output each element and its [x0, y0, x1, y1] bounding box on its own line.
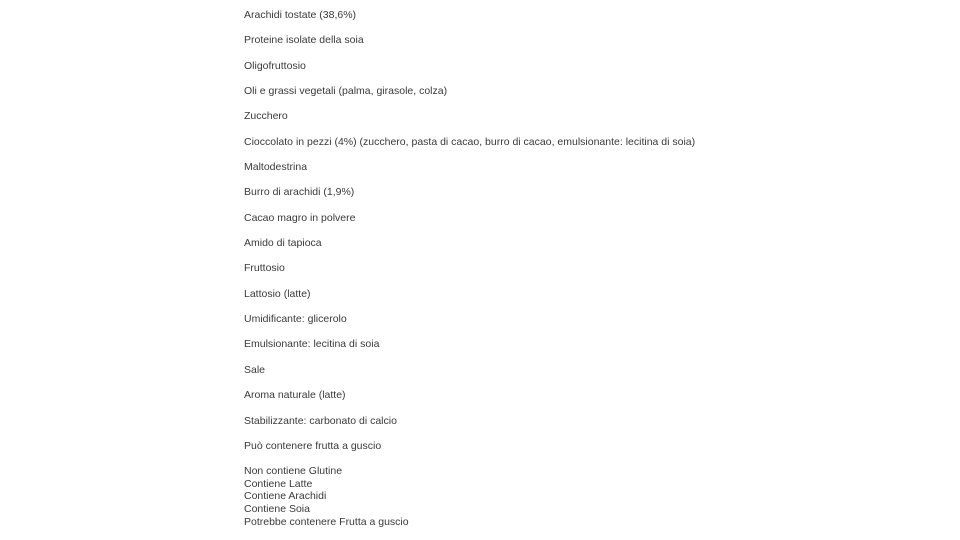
ingredient-item: Stabilizzante: carbonato di calcio	[244, 414, 397, 427]
allergen-item: Contiene Latte	[244, 477, 313, 490]
ingredient-item: Oligofruttosio	[244, 59, 306, 72]
ingredient-item: Sale	[244, 363, 266, 376]
ingredients-section	[244, 9, 944, 528]
ingredient-item: Burro di arachidi (1,9%)	[244, 186, 355, 199]
ingredient-list	[244, 9, 944, 465]
ingredient-item: Zucchero	[244, 110, 288, 123]
allergen-item: Non contiene Glutine	[244, 465, 343, 478]
ingredient-item: Lattosio (latte)	[244, 287, 311, 300]
ingredient-item: Emulsionante: lecitina di soia	[244, 338, 380, 351]
ingredient-item: Fruttosio	[244, 262, 285, 275]
ingredient-item: Umidificante: glicerolo	[244, 313, 347, 326]
allergen-item: Contiene Arachidi	[244, 490, 327, 503]
ingredient-item: Può contenere frutta a guscio	[244, 439, 382, 452]
ingredient-item: Amido di tapioca	[244, 237, 322, 250]
ingredient-item: Cioccolato in pezzi (4%) (zucchero, pasta di cacao, burro di cacao, emulsionante: lecitina di soia)	[244, 135, 696, 148]
ingredient-item: Oli e grassi vegetali (palma, girasole, colza)	[244, 85, 448, 98]
allergen-list	[244, 465, 944, 528]
ingredient-item: Proteine isolate della soia	[244, 34, 364, 47]
ingredient-item: Arachidi tostate (38,6%)	[244, 9, 357, 21]
ingredient-item: Cacao magro in polvere	[244, 211, 356, 224]
allergen-item: Potrebbe contenere Frutta a guscio	[244, 515, 409, 528]
allergen-item: Contiene Soia	[244, 502, 310, 515]
ingredient-item: Maltodestrina	[244, 161, 308, 174]
ingredient-item: Aroma naturale (latte)	[244, 389, 346, 402]
